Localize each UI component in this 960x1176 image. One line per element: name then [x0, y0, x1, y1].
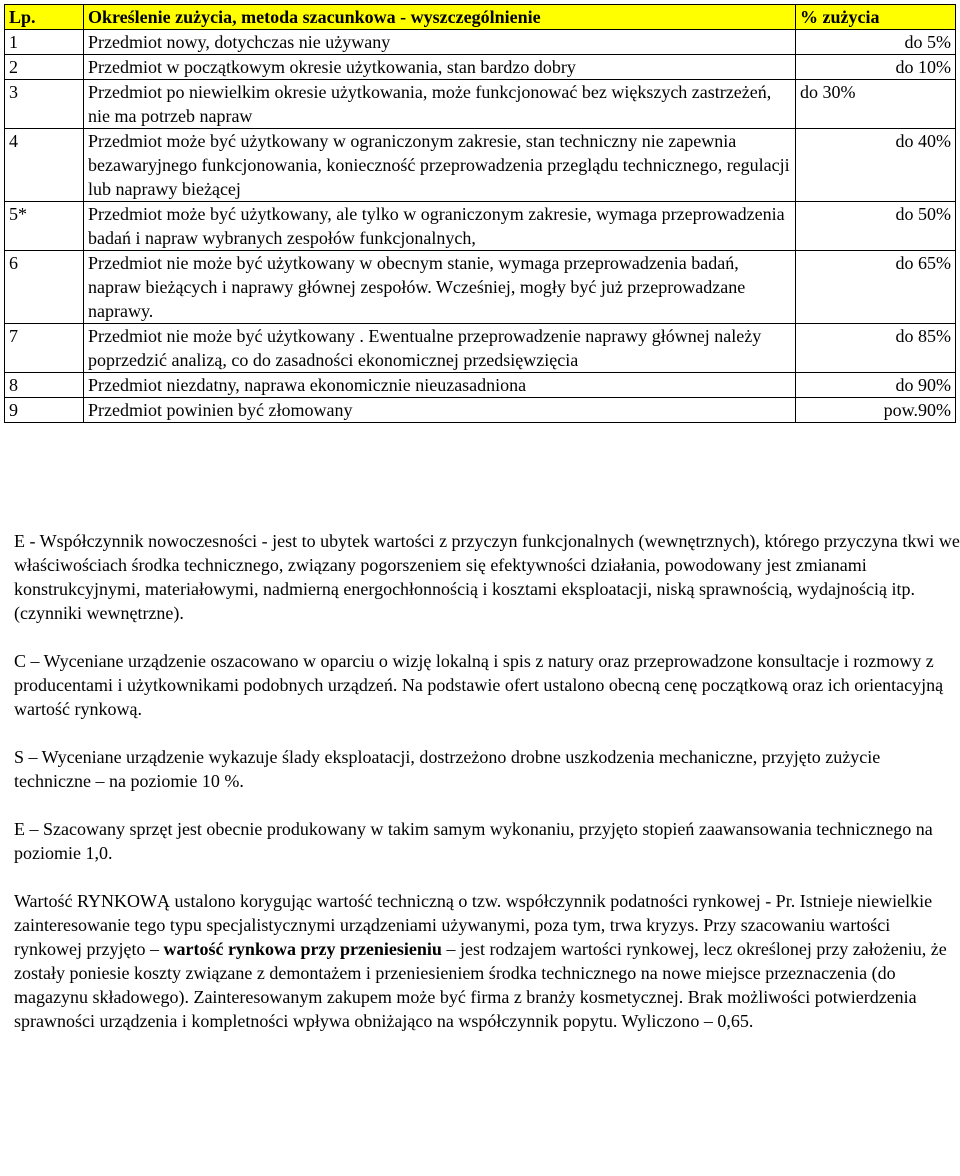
paragraph-market-value: [14, 889, 960, 1033]
row-description: Przedmiot powinien być złomowany: [84, 398, 796, 423]
market-value-bold: wartość rynkowa przy przeniesieniu: [163, 939, 442, 959]
table-row: [5, 398, 956, 423]
row-description: Przedmiot nie może być użytkowany w obecnym stanie, wymaga przeprowadzenia badań, napraw bieżących i naprawy głównej zespołów. Wcześniej, mogły być już przeprowadzane naprawy.: [84, 251, 796, 324]
table-header-row: [5, 5, 956, 30]
row-lp: 1: [5, 30, 84, 55]
table-row: [5, 55, 956, 80]
row-description: Przedmiot nie może być użytkowany . Ewentualne przeprowadzenie naprawy głównej należy poprzedzić analizą, co do zasadności ekonomicznej przedsięwzięcia: [84, 324, 796, 373]
row-description: Przedmiot w początkowym okresie użytkowania, stan bardzo dobry: [84, 55, 796, 80]
row-lp: 2: [5, 55, 84, 80]
row-description: Przedmiot niezdatny, naprawa ekonomicznie nieuzasadniona: [84, 373, 796, 398]
market-value-text-1: Wartość RYNKOWĄ ustalono korygując wartość techniczną o tzw. współczynnik podatności rynkowej - Pr. Istnieje niewielkie zainteresowanie tego typu specjalistycznymi urządzeniami używanymi, poza tym, trwa kryzys. Przy szacowaniu wartości rynkowej przyjęto –: [14, 891, 933, 959]
header-percent: % zużycia: [796, 5, 956, 30]
table-row: [5, 251, 956, 324]
row-lp: 6: [5, 251, 84, 324]
row-description: Przedmiot może być użytkowany w ograniczonym zakresie, stan techniczny nie zapewnia bezawaryjnego funkcjonowania, konieczność przeprowadzenia przeglądu technicznego, regulacji lub naprawy bieżącej: [84, 129, 796, 202]
wear-table: [4, 4, 956, 423]
row-percent: do 50%: [796, 202, 956, 251]
paragraph-valuation-c: C – Wyceniane urządzenie oszacowano w oparciu o wizję lokalną i spis z natury oraz przeprowadzone konsultacje i rozmowy z producentami i użytkownikami podobnych urządzeń. Na podstawie ofert ustalono obecną cenę początkową oraz ich orientacyjną wartość rynkową.: [14, 651, 944, 719]
row-lp: 3: [5, 80, 84, 129]
table-row: [5, 80, 956, 129]
row-percent: do 40%: [796, 129, 956, 202]
row-description: Przedmiot może być użytkowany, ale tylko w ograniczonym zakresie, wymaga przeprowadzenia badań i napraw wybranych zespołów funkcjonalnych,: [84, 202, 796, 251]
paragraph-valuation-s: S – Wyceniane urządzenie wykazuje ślady eksploatacji, dostrzeżono drobne uszkodzenia mechaniczne, przyjęto zużycie techniczne – na poziomie 10 %.: [14, 747, 881, 791]
row-percent: do 85%: [796, 324, 956, 373]
row-lp: 8: [5, 373, 84, 398]
document-body: [14, 529, 960, 1033]
row-percent: do 65%: [796, 251, 956, 324]
row-percent: do 5%: [796, 30, 956, 55]
table-row: [5, 129, 956, 202]
row-lp: 4: [5, 129, 84, 202]
row-lp: 7: [5, 324, 84, 373]
header-description: Określenie zużycia, metoda szacunkowa - wyszczególnienie: [84, 5, 796, 30]
header-lp: Lp.: [5, 5, 84, 30]
row-lp: 9: [5, 398, 84, 423]
row-description: Przedmiot nowy, dotychczas nie używany: [84, 30, 796, 55]
market-value-text-2: – jest rodzajem wartości rynkowej, lecz określonej przy założeniu, że zostały poniesie koszty związane z demontażem i przeniesieniem środka technicznego na nowe miejsce przeznaczenia (do magazynu składowego). Zainteresowanym zakupem może być firma z branży kosmetycznej. Brak możliwości potwierdzenia sprawności urządzenia i kompletności wpływa obniżająco na współczynnik popytu. Wyliczono – 0,65.: [14, 939, 947, 1031]
paragraph-valuation-e: E – Szacowany sprzęt jest obecnie produkowany w takim samym wykonaniu, przyjęto stopień zaawansowania technicznego na poziomie 1,0.: [14, 819, 933, 863]
row-percent: do 10%: [796, 55, 956, 80]
row-percent: pow.90%: [796, 398, 956, 423]
table-row: [5, 373, 956, 398]
table-row: [5, 30, 956, 55]
row-percent: do 30%: [796, 80, 956, 129]
paragraph-modernity-coefficient: E - Współczynnik nowoczesności - jest to ubytek wartości z przyczyn funkcjonalnych (wewnętrznych), którego przyczyna tkwi we właściwościach środka technicznego, związany pogorszeniem się efektywności działania, powodowany jest zmianami konstrukcyjnymi, materiałowymi, nadmierną energochłonnością i kosztami eksploatacji, niską sprawnością, wydajnością itp. (czynniki wewnętrzne).: [14, 531, 960, 623]
row-description: Przedmiot po niewielkim okresie użytkowania, może funkcjonować bez większych zastrzeżeń, nie ma potrzeb napraw: [84, 80, 796, 129]
table-row: [5, 324, 956, 373]
row-percent: do 90%: [796, 373, 956, 398]
row-lp: 5*: [5, 202, 84, 251]
table-row: [5, 202, 956, 251]
